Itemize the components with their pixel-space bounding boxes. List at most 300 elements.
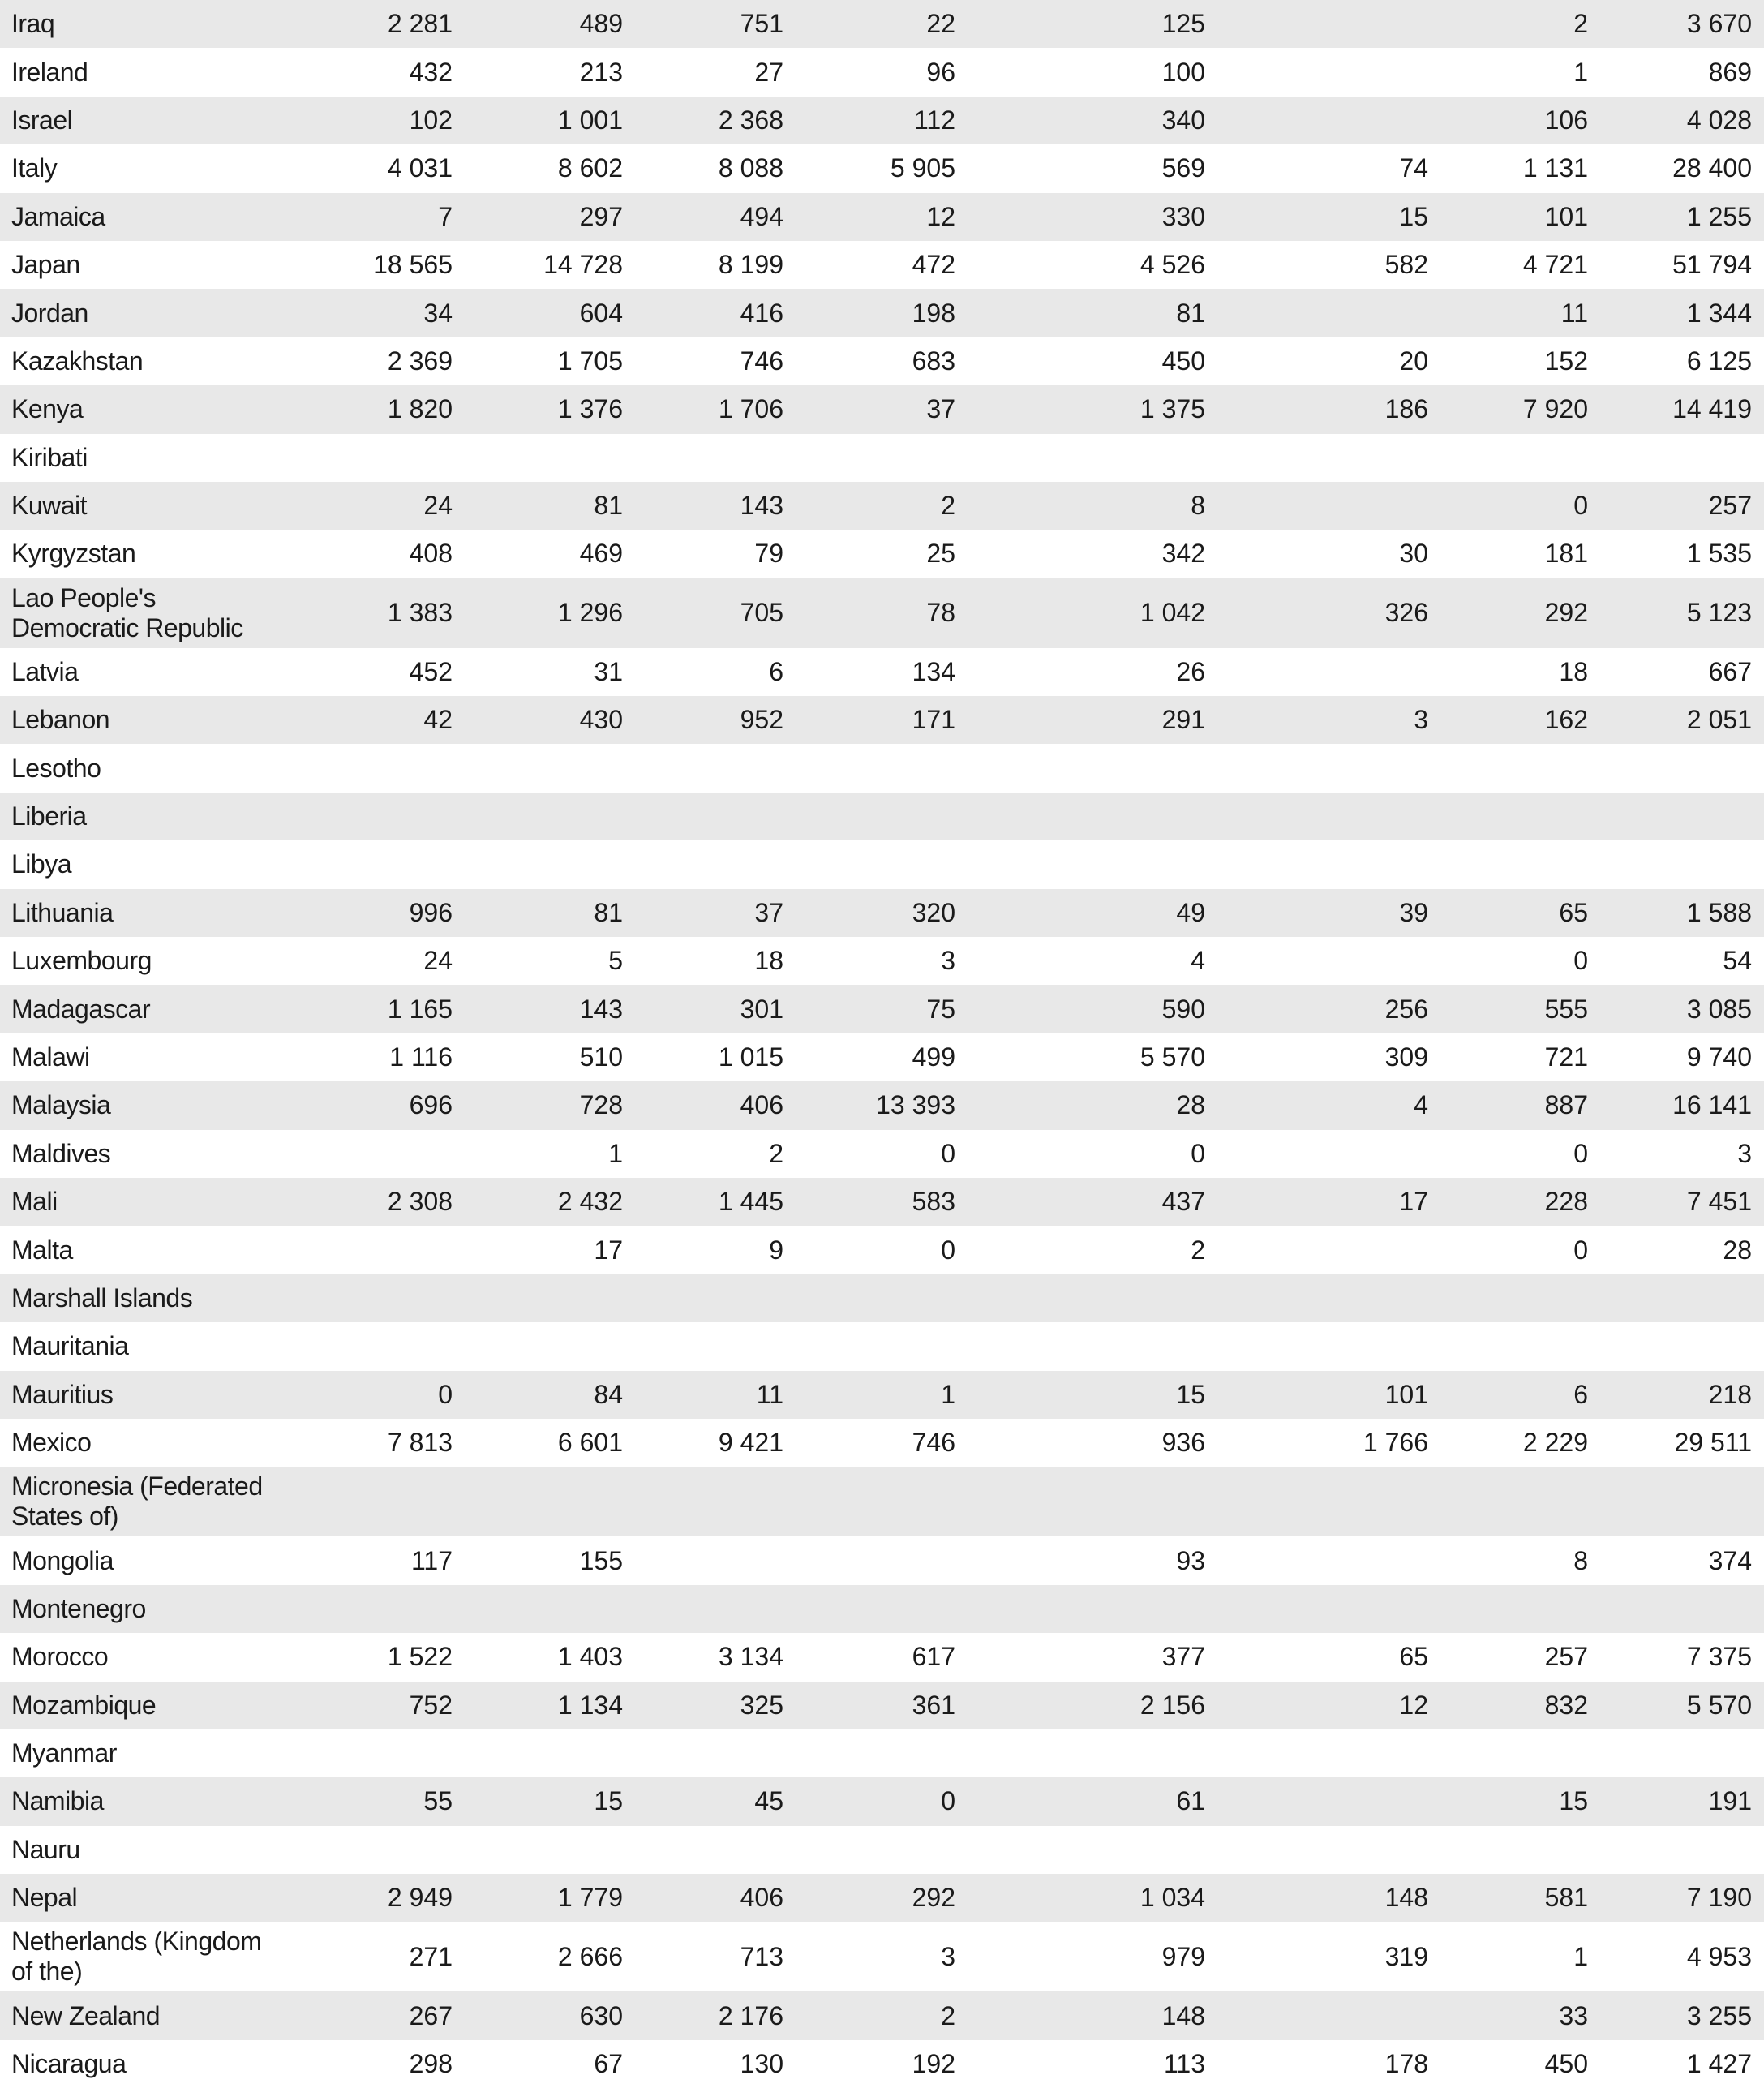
value-cell: 15 — [1176, 1379, 1205, 1409]
value-cell: 7 813 — [387, 1428, 453, 1458]
value-cell: 17 — [1399, 1187, 1428, 1217]
table-row — [0, 1226, 1764, 1274]
value-cell — [1266, 1991, 1428, 2039]
value-cell: 452 — [409, 656, 453, 686]
table-row — [0, 289, 1764, 337]
value-cell: 178 — [1384, 2049, 1428, 2079]
value-cell: 0 — [941, 1138, 955, 1168]
value-cell: 100 — [1161, 57, 1205, 87]
value-cell: 8 — [1573, 1545, 1588, 1575]
value-cell: 408 — [409, 539, 453, 569]
table-row — [0, 793, 1764, 840]
value-cell — [1266, 1226, 1428, 1274]
value-cell: 510 — [579, 1042, 623, 1072]
value-cell: 979 — [1161, 1941, 1205, 1971]
value-cell — [1590, 840, 1752, 888]
value-cell: 1 — [941, 1379, 955, 1409]
value-cell: 996 — [409, 897, 453, 927]
value-cell — [621, 840, 783, 888]
table-row — [0, 1991, 1764, 2039]
value-cell: 1 535 — [1686, 539, 1752, 569]
table-row — [0, 1178, 1764, 1226]
value-cell — [1266, 482, 1428, 530]
country-cell: Montenegro — [11, 1593, 146, 1623]
value-cell — [1043, 1826, 1205, 1874]
country-cell: Netherlands (Kingdom of the) — [11, 1927, 262, 1987]
value-cell: 18 — [754, 946, 783, 976]
value-cell — [290, 1585, 453, 1633]
value-cell: 192 — [912, 2049, 955, 2079]
value-cell — [1590, 744, 1752, 792]
country-cell: Lebanon — [11, 705, 110, 735]
value-cell — [461, 1585, 623, 1633]
value-cell: 2 666 — [557, 1941, 623, 1971]
value-cell: 377 — [1161, 1642, 1205, 1672]
value-cell: 494 — [740, 201, 783, 231]
value-cell: 0 — [438, 1379, 453, 1409]
value-cell: 1 779 — [557, 1883, 623, 1913]
value-cell: 74 — [1399, 153, 1428, 183]
value-cell: 752 — [409, 1690, 453, 1720]
value-cell: 721 — [1544, 1042, 1588, 1072]
value-cell — [793, 840, 955, 888]
value-cell: 469 — [579, 539, 623, 569]
value-cell: 4 526 — [1140, 250, 1205, 280]
country-cell: Mexico — [11, 1428, 92, 1458]
value-cell — [1426, 1467, 1588, 1536]
value-cell — [461, 434, 623, 482]
value-cell: 81 — [594, 897, 623, 927]
value-cell: 271 — [409, 1941, 453, 1971]
country-cell: Jamaica — [11, 201, 105, 231]
country-cell: Kenya — [11, 394, 84, 424]
table-row — [0, 889, 1764, 937]
value-cell: 340 — [1161, 105, 1205, 135]
value-cell — [1043, 1322, 1205, 1370]
table-row — [0, 696, 1764, 744]
value-cell — [1266, 434, 1428, 482]
value-cell: 27 — [754, 57, 783, 87]
value-cell: 2 — [1191, 1235, 1205, 1265]
value-cell: 2 156 — [1140, 1690, 1205, 1720]
value-cell — [1043, 1585, 1205, 1633]
value-cell: 28 — [1176, 1090, 1205, 1120]
value-cell: 887 — [1544, 1090, 1588, 1120]
value-cell: 25 — [926, 539, 955, 569]
value-cell: 416 — [740, 298, 783, 328]
country-cell: Micronesia (Federated States of) — [11, 1471, 263, 1532]
value-cell: 31 — [594, 656, 623, 686]
value-cell: 3 — [941, 1941, 955, 1971]
value-cell: 569 — [1161, 153, 1205, 183]
value-cell: 96 — [926, 57, 955, 87]
value-cell — [461, 1467, 623, 1536]
value-cell: 630 — [579, 2000, 623, 2030]
value-cell — [793, 1826, 955, 1874]
value-cell: 1 — [1573, 1941, 1588, 1971]
value-cell: 2 — [769, 1138, 783, 1168]
value-cell: 4 028 — [1686, 105, 1752, 135]
value-cell: 171 — [912, 705, 955, 735]
value-cell — [1266, 1826, 1428, 1874]
value-cell: 14 419 — [1672, 394, 1752, 424]
country-cell: Madagascar — [11, 994, 151, 1024]
value-cell: 1 255 — [1686, 201, 1752, 231]
value-cell: 1 116 — [389, 1042, 453, 1072]
value-cell — [1590, 434, 1752, 482]
value-cell: 28 — [1723, 1235, 1752, 1265]
value-cell: 75 — [926, 994, 955, 1024]
value-cell: 617 — [912, 1642, 955, 1672]
value-cell: 155 — [579, 1545, 623, 1575]
value-cell: 81 — [1176, 298, 1205, 328]
value-cell — [1043, 1467, 1205, 1536]
value-cell: 9 421 — [718, 1428, 783, 1458]
value-cell: 8 088 — [718, 153, 783, 183]
value-cell: 14 728 — [543, 250, 623, 280]
value-cell: 267 — [409, 2000, 453, 2030]
value-cell: 936 — [1161, 1428, 1205, 1458]
country-cell: Mongolia — [11, 1545, 114, 1575]
value-cell: 1 706 — [718, 394, 783, 424]
value-cell: 26 — [1176, 656, 1205, 686]
table-row — [0, 144, 1764, 192]
value-cell: 134 — [912, 656, 955, 686]
value-cell: 1 375 — [1140, 394, 1205, 424]
value-cell: 0 — [1573, 946, 1588, 976]
value-cell: 11 — [1560, 298, 1588, 328]
value-cell — [1426, 1322, 1588, 1370]
value-cell: 1 001 — [557, 105, 623, 135]
value-cell: 106 — [1544, 105, 1588, 135]
value-cell: 45 — [754, 1786, 783, 1816]
value-cell: 186 — [1384, 394, 1428, 424]
value-cell: 15 — [1399, 201, 1428, 231]
table-row — [0, 48, 1764, 96]
value-cell — [793, 1467, 955, 1536]
value-cell: 181 — [1544, 539, 1588, 569]
value-cell: 1 522 — [387, 1642, 453, 1672]
value-cell: 28 400 — [1672, 153, 1752, 183]
value-cell: 1 — [608, 1138, 623, 1168]
value-cell: 7 451 — [1686, 1187, 1752, 1217]
table-row — [0, 744, 1764, 792]
table-row — [0, 1536, 1764, 1584]
value-cell: 78 — [926, 598, 955, 628]
country-cell: Malaysia — [11, 1090, 111, 1120]
value-cell: 746 — [912, 1428, 955, 1458]
value-cell: 29 511 — [1674, 1428, 1752, 1458]
value-cell — [1266, 793, 1428, 840]
value-cell: 3 255 — [1686, 2000, 1752, 2030]
value-cell: 9 740 — [1686, 1042, 1752, 1072]
value-cell — [793, 1729, 955, 1777]
value-cell — [1426, 793, 1588, 840]
value-cell: 228 — [1544, 1187, 1588, 1217]
value-cell: 590 — [1161, 994, 1205, 1024]
value-cell: 2 281 — [387, 9, 453, 39]
value-cell: 952 — [740, 705, 783, 735]
value-cell: 12 — [926, 201, 955, 231]
country-cell: Nicaragua — [11, 2049, 127, 2079]
value-cell: 8 199 — [718, 250, 783, 280]
value-cell — [461, 744, 623, 792]
table-row — [0, 1633, 1764, 1681]
country-cell: Latvia — [11, 656, 79, 686]
value-cell — [1426, 744, 1588, 792]
table-row — [0, 2040, 1764, 2088]
country-cell: Marshall Islands — [11, 1282, 193, 1313]
value-cell: 4 — [1414, 1090, 1428, 1120]
value-cell: 2 — [941, 491, 955, 521]
value-cell: 5 — [608, 946, 623, 976]
value-cell: 37 — [754, 897, 783, 927]
table-row — [0, 840, 1764, 888]
value-cell — [1043, 744, 1205, 792]
value-cell: 298 — [409, 2049, 453, 2079]
country-cell: Luxembourg — [11, 946, 152, 976]
value-cell: 13 393 — [876, 1090, 955, 1120]
value-cell: 5 570 — [1686, 1690, 1752, 1720]
value-cell: 374 — [1708, 1545, 1752, 1575]
value-cell: 112 — [913, 105, 955, 135]
value-cell — [1266, 48, 1428, 96]
value-cell: 61 — [1176, 1786, 1205, 1816]
country-cell: Ireland — [11, 57, 88, 87]
value-cell: 257 — [1544, 1642, 1588, 1672]
value-cell: 152 — [1544, 346, 1588, 376]
value-cell — [461, 840, 623, 888]
value-cell — [1426, 1585, 1588, 1633]
value-cell: 2 229 — [1522, 1428, 1588, 1458]
value-cell: 2 051 — [1686, 705, 1752, 735]
value-cell: 1 705 — [557, 346, 623, 376]
country-cell: Nepal — [11, 1883, 78, 1913]
value-cell: 297 — [579, 201, 623, 231]
value-cell: 0 — [1573, 1138, 1588, 1168]
value-cell: 4 031 — [387, 153, 453, 183]
value-cell — [1590, 1729, 1752, 1777]
value-cell: 84 — [594, 1379, 623, 1409]
value-cell — [1266, 1536, 1428, 1584]
value-cell — [1043, 840, 1205, 888]
value-cell — [1590, 1322, 1752, 1370]
value-cell: 218 — [1708, 1379, 1752, 1409]
value-cell — [1043, 1729, 1205, 1777]
value-cell: 301 — [740, 994, 783, 1024]
value-cell — [1426, 434, 1588, 482]
value-cell: 2 432 — [557, 1187, 623, 1217]
value-cell: 1 383 — [387, 598, 453, 628]
value-cell — [1266, 1729, 1428, 1777]
value-cell: 319 — [1384, 1941, 1428, 1971]
value-cell — [1266, 744, 1428, 792]
value-cell: 869 — [1708, 57, 1752, 87]
value-cell: 2 — [1573, 9, 1588, 39]
table-row — [0, 97, 1764, 144]
value-cell: 3 670 — [1686, 9, 1752, 39]
value-cell — [1266, 840, 1428, 888]
country-cell: Kuwait — [11, 491, 88, 521]
value-cell: 326 — [1384, 598, 1428, 628]
value-cell: 430 — [579, 705, 623, 735]
country-cell: Mauritania — [11, 1331, 129, 1361]
country-cell: Lesotho — [11, 753, 101, 783]
value-cell: 1 015 — [718, 1042, 783, 1072]
value-cell: 583 — [912, 1187, 955, 1217]
value-cell: 0 — [1573, 1235, 1588, 1265]
value-cell: 15 — [1559, 1786, 1588, 1816]
value-cell: 79 — [754, 539, 783, 569]
value-cell: 33 — [1559, 2000, 1588, 2030]
value-cell: 22 — [926, 9, 955, 39]
value-cell: 18 — [1559, 656, 1588, 686]
country-cell: Myanmar — [11, 1738, 117, 1768]
value-cell: 143 — [579, 994, 623, 1024]
value-cell: 1 — [1573, 57, 1588, 87]
value-cell — [793, 744, 955, 792]
value-cell — [793, 1322, 955, 1370]
country-cell: Japan — [11, 250, 80, 280]
country-cell: Mauritius — [11, 1379, 114, 1409]
value-cell: 1 403 — [557, 1642, 623, 1672]
value-cell: 34 — [423, 298, 453, 328]
value-cell — [1266, 648, 1428, 696]
value-cell: 406 — [740, 1883, 783, 1913]
value-cell: 15 — [594, 1786, 623, 1816]
country-cell: Kiribati — [11, 442, 88, 472]
table-row — [0, 1033, 1764, 1081]
value-cell: 582 — [1384, 250, 1428, 280]
country-cell: Morocco — [11, 1642, 109, 1672]
value-cell: 101 — [1384, 1379, 1428, 1409]
value-cell — [290, 1274, 453, 1322]
value-cell — [1266, 0, 1428, 48]
value-cell: 432 — [409, 57, 453, 87]
value-cell: 65 — [1399, 1642, 1428, 1672]
value-cell: 1 445 — [718, 1187, 783, 1217]
value-cell — [621, 1322, 783, 1370]
value-cell: 3 — [1737, 1138, 1752, 1168]
value-cell: 6 125 — [1686, 346, 1752, 376]
value-cell: 30 — [1399, 539, 1428, 569]
value-cell: 3 — [1414, 705, 1428, 735]
value-cell: 54 — [1723, 946, 1752, 976]
value-cell — [461, 793, 623, 840]
value-cell: 406 — [740, 1090, 783, 1120]
value-cell: 6 — [769, 656, 783, 686]
value-cell: 342 — [1161, 539, 1205, 569]
value-cell — [290, 1826, 453, 1874]
value-cell: 2 — [941, 2000, 955, 2030]
value-cell: 130 — [740, 2049, 783, 2079]
value-cell: 5 570 — [1140, 1042, 1205, 1072]
value-cell: 291 — [1161, 705, 1205, 735]
value-cell: 125 — [1161, 9, 1205, 39]
country-cell: Libya — [11, 849, 71, 879]
table-row — [0, 434, 1764, 482]
country-cell: Kyrgyzstan — [11, 539, 136, 569]
value-cell — [290, 1322, 453, 1370]
value-cell: 604 — [579, 298, 623, 328]
value-cell — [1590, 1585, 1752, 1633]
country-cell: Mozambique — [11, 1690, 157, 1720]
value-cell: 450 — [1544, 2049, 1588, 2079]
value-cell: 148 — [1384, 1883, 1428, 1913]
value-cell: 51 794 — [1672, 250, 1752, 280]
value-cell: 2 308 — [387, 1187, 453, 1217]
country-cell: Nauru — [11, 1834, 80, 1864]
value-cell: 1 042 — [1140, 598, 1205, 628]
value-cell: 1 588 — [1686, 897, 1752, 927]
value-cell: 17 — [594, 1235, 623, 1265]
table-row — [0, 1874, 1764, 1922]
value-cell — [621, 793, 783, 840]
value-cell: 1 131 — [1522, 153, 1588, 183]
table-row — [0, 337, 1764, 385]
value-cell: 6 601 — [557, 1428, 623, 1458]
value-cell: 9 — [769, 1235, 783, 1265]
value-cell — [290, 434, 453, 482]
table-row — [0, 1419, 1764, 1467]
value-cell — [1266, 289, 1428, 337]
table-row — [0, 482, 1764, 530]
value-cell: 1 376 — [557, 394, 623, 424]
value-cell: 256 — [1384, 994, 1428, 1024]
value-cell — [621, 1729, 783, 1777]
value-cell: 1 344 — [1686, 298, 1752, 328]
value-cell: 1 766 — [1363, 1428, 1428, 1458]
value-cell: 55 — [423, 1786, 453, 1816]
value-cell — [1426, 1729, 1588, 1777]
value-cell: 472 — [912, 250, 955, 280]
value-cell: 0 — [1573, 491, 1588, 521]
value-cell — [290, 744, 453, 792]
value-cell: 3 134 — [718, 1642, 783, 1672]
value-cell — [621, 1467, 783, 1536]
value-cell: 18 565 — [373, 250, 453, 280]
value-cell: 6 — [1573, 1379, 1588, 1409]
value-cell — [1590, 1274, 1752, 1322]
value-cell: 162 — [1544, 705, 1588, 735]
value-cell — [1266, 1322, 1428, 1370]
value-cell: 1 427 — [1686, 2049, 1752, 2079]
value-cell: 148 — [1161, 2000, 1205, 2030]
value-cell: 1 165 — [387, 994, 453, 1024]
table-row — [0, 937, 1764, 985]
country-cell: Israel — [11, 105, 73, 135]
value-cell: 292 — [1544, 598, 1588, 628]
value-cell: 292 — [912, 1883, 955, 1913]
value-cell: 696 — [409, 1090, 453, 1120]
value-cell: 4 721 — [1522, 250, 1588, 280]
value-cell: 101 — [1544, 201, 1588, 231]
value-cell — [290, 793, 453, 840]
value-cell: 450 — [1161, 346, 1205, 376]
value-cell: 16 141 — [1672, 1090, 1752, 1120]
value-cell: 325 — [740, 1690, 783, 1720]
value-cell — [793, 1274, 955, 1322]
value-cell: 7 — [438, 201, 453, 231]
value-cell: 832 — [1544, 1690, 1588, 1720]
value-cell: 117 — [410, 1545, 453, 1575]
value-cell: 143 — [740, 491, 783, 521]
value-cell — [793, 1585, 955, 1633]
country-cell: Lithuania — [11, 897, 114, 927]
table-row — [0, 1371, 1764, 1419]
value-cell: 213 — [579, 57, 623, 87]
value-cell — [1266, 97, 1428, 144]
